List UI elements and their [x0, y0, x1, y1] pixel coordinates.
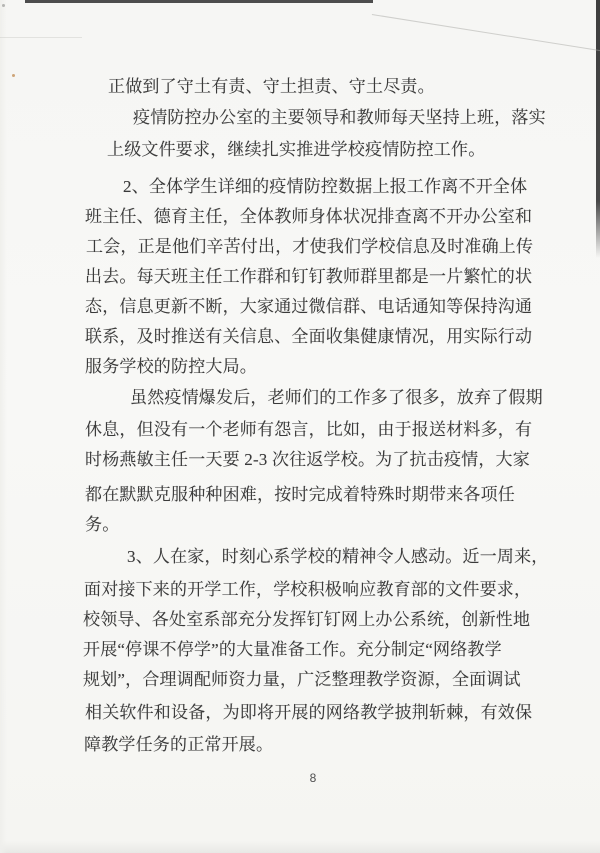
text-line: 时杨燕敏主任一天要 2-3 次往返学校。为了抗击疫情，大家 — [85, 450, 530, 469]
scan-speck — [12, 74, 15, 77]
text-line: 联系，及时推送有关信息、全面收集健康情况，用实际行动 — [85, 327, 533, 346]
text-line: 相关软件和设备，为即将开展的网络教学披荆斩棘，有效保 — [85, 703, 533, 722]
text-line: 出去。每天班主任工作群和钉钉教师群里都是一片繁忙的状 — [85, 267, 533, 286]
text-line: 疫情防控办公室的主要领导和教师每天坚持上班，落实 — [133, 108, 546, 127]
text-line: 虽然疫情爆发后，老师们的工作多了很多，放弃了假期 — [130, 388, 543, 407]
text-line: 3、人在家，时刻心系学校的精神令人感动。近一周来， — [127, 547, 549, 566]
text-line: 工会，正是他们辛苦付出，才使我们学校信息及时准确上传 — [86, 237, 534, 256]
text-line: 态，信息更新不断，大家通过微信群、电话通知等保持沟通 — [85, 297, 533, 316]
text-line: 2、全体学生详细的疫情防控数据上报工作离不开全体 — [123, 177, 528, 196]
text-line: 都在默默克服种种困难，按时完成着特殊时期带来各项任 — [85, 485, 515, 504]
text-line: 班主任、德育主任，全体教师身体状况排查离不开办公室和 — [85, 207, 533, 226]
scan-artifact-line — [0, 37, 82, 38]
text-line: 开展“停课不停学”的大量准备工作。充分制定“网络教学 — [83, 640, 502, 659]
page-number: 8 — [309, 771, 317, 785]
scan-edge-left — [0, 0, 7, 853]
scan-edge-bottom — [0, 841, 600, 853]
text-line: 规划”，合理调配师资力量，广泛整理教学资源，全面调试 — [83, 670, 521, 689]
scan-edge-right — [596, 0, 600, 258]
scan-edge-top — [25, 0, 373, 3]
text-line: 务。 — [85, 515, 120, 534]
scan-speck — [2, 4, 5, 7]
text-line: 面对接下来的开学工作，学校积极响应教育部的文件要求， — [84, 580, 532, 599]
text-line: 障教学任务的正常开展。 — [84, 735, 274, 754]
scan-page-corner-line — [372, 14, 600, 51]
text-line: 校领导、各处室系部充分发挥钉钉网上办公系统，创新性地 — [83, 610, 531, 629]
text-line: 正做到了守土有责、守土担责、守土尽责。 — [108, 77, 435, 96]
text-line: 上级文件要求，继续扎实推进学校疫情防控工作。 — [107, 140, 486, 159]
text-line: 休息，但没有一个老师有怨言，比如，由于报送材料多，有 — [85, 420, 533, 439]
text-line: 服务学校的防控大局。 — [85, 357, 257, 376]
